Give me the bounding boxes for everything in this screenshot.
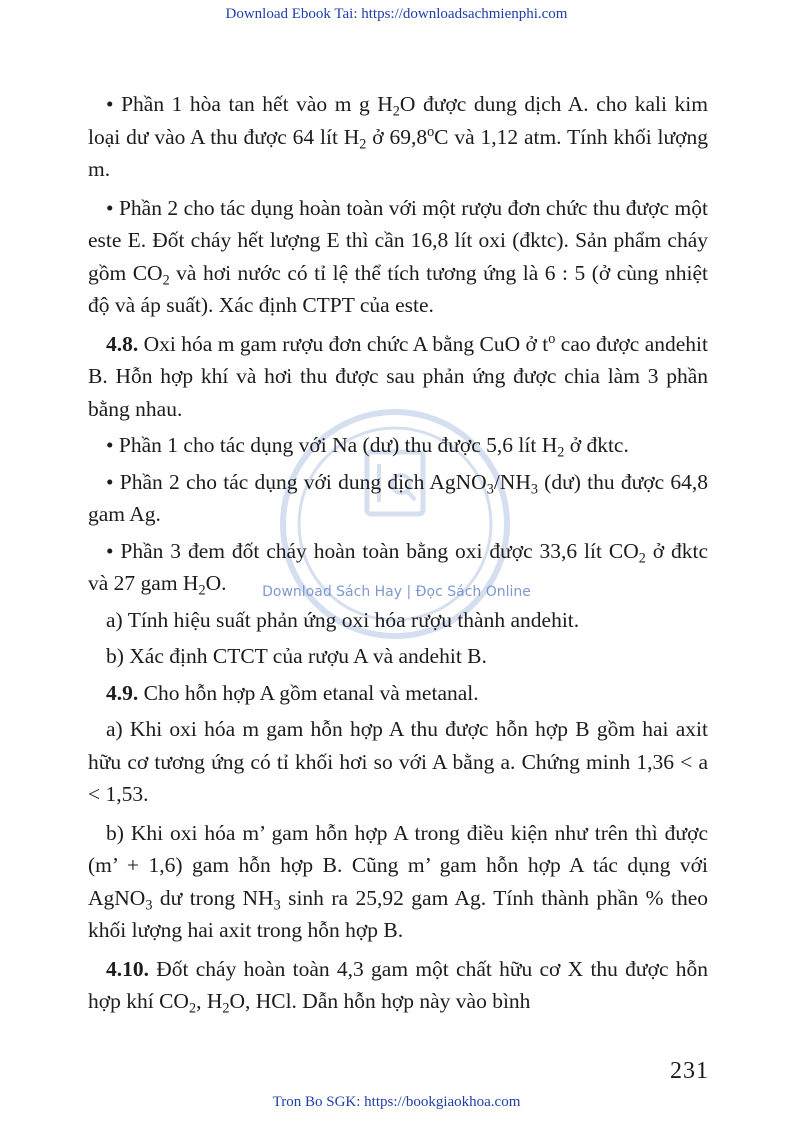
paragraph-part-2-ester: • Phần 2 cho tác dụng hoàn toàn với một rượu đơn chức thu được một este E. Đốt cháy hết lượng E thì cần 16,8 lít oxi (đktc). Sản phẩm cháy gồm $CO_2$ và hơi nước có tỉ lệ thể tích tương ứng là 6 : 5 (ở cùng nhiệt độ và áp suất). Xác định CTPT của este.: [88, 195, 708, 317]
exercise-4-8-part-3: • Phần 3 đem đốt cháy hoàn toàn bằng oxi được 33,6 lít $CO_2$ ở đktc và 27 gam $H_2O$.: [88, 538, 708, 599]
exercise-4-9-question-a: a) Khi oxi hóa m gam hỗn hợp A thu được hỗn hợp B gồm hai axit hữu cơ tương ứng có tỉ khối hơi so với A bằng a. Chứng minh 1,36 < a < 1,53.: [88, 717, 708, 806]
exercise-number: 4.10.: [106, 956, 149, 981]
paragraph-part-1-water: • Phần 1 hòa tan hết vào m g $H_2O$ được dung dịch A. cho kali kim loại dư vào A thu được 64 lít $H_2$ ở 69,8$^o$C và 1,12 atm. Tính khối lượng m.: [88, 92, 709, 181]
footer-textbook-link[interactable]: Tron Bo SGK: https://bookgiaokhoa.com: [272, 1094, 521, 1110]
page-body: [88, 88, 708, 1022]
exercise-4-8-question-a: a) Tính hiệu suất phản ứng oxi hóa rượu thành andehit.: [106, 607, 580, 632]
exercise-4-8-question-b: b) Xác định CTCT của rượu A và andehit B.: [106, 644, 487, 668]
exercise-4-9-question-b: b) Khi oxi hóa m’ gam hỗn hợp A trong điều kiện như trên thì được (m’ + 1,6) gam hỗn hợp B. Cũng m’ gam hỗn hợp A tác dụng với AgNO$_3$ dư trong $NH_3$ sinh ra 25,92 gam Ag. Tính thành phần % theo khối lượng hai axit trong hỗn hợp B.: [88, 820, 709, 942]
header-download-link[interactable]: Download Ebook Tai: https://downloadsachmienphi.com: [225, 6, 568, 22]
exercise-4-8-part-1: • Phần 1 cho tác dụng với Na (dư) thu được 5,6 lít $H_2$ ở đktc.: [106, 433, 629, 461]
exercise-number: 4.8.: [106, 331, 139, 356]
page-number: 231: [670, 1058, 709, 1084]
exercise-number: 4.9.: [106, 680, 139, 705]
exercise-4-8: 4.8. Oxi hóa m gam rượu đơn chức A bằng CuO ở $t^o$ cao được andehit B. Hỗn hợp khí và hơi thu được sau phản ứng được chia làm 3 phần bằng nhau.: [88, 330, 709, 421]
exercise-4-8-part-2: • Phần 2 cho tác dụng với dung dịch $AgNO_3/NH_3$ (dư) thu được 64,8 gam Ag.: [88, 469, 708, 526]
exercise-4-9: 4.9. Cho hỗn hợp A gồm etanal và metanal.: [106, 680, 479, 705]
exercise-4-10: 4.10. Đốt cháy hoàn toàn 4,3 gam một chất hữu cơ X thu được hỗn hợp khí $CO_2$, $H_2O$, HCl. Dẫn hỗn hợp này vào bình: [88, 956, 708, 1017]
watermark-text: Download Sách Hay | Đọc Sách Online: [262, 584, 531, 600]
